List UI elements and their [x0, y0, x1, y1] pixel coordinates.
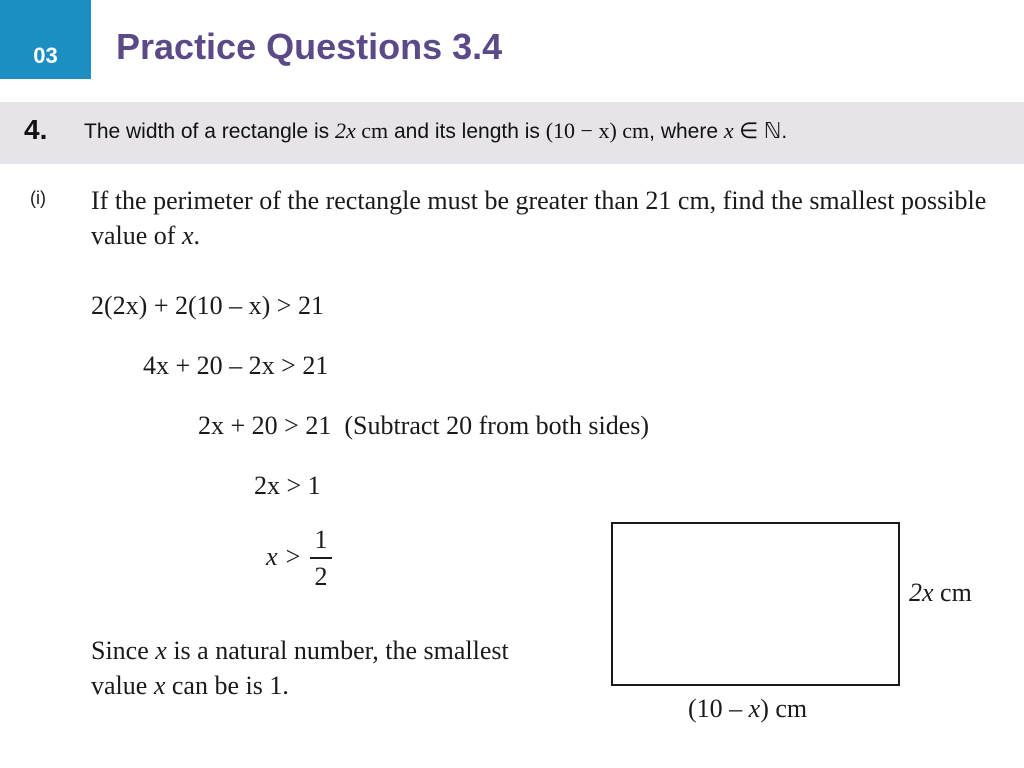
conclusion-text-b: is a natural number, the smallest value [91, 636, 509, 700]
rectangle-width-unit: cm [933, 578, 972, 607]
working-step-4: 2x > 1 [254, 471, 321, 500]
conclusion-text-a: Since [91, 636, 156, 665]
working-step-3-expression: 2x + 20 > 21 [198, 411, 332, 440]
question-text-b: and its length is [388, 120, 546, 143]
conclusion-variable-2: x [153, 671, 166, 700]
part-prompt: If the perimeter of the rectangle must be greater than 21 cm, find the smallest possible value of [91, 186, 987, 250]
rectangle-length-a: (10 – [688, 694, 749, 723]
rectangle-width-variable: 2x [909, 578, 934, 607]
rectangle-length-label [688, 694, 807, 724]
chapter-badge: 03 [0, 0, 91, 79]
question-text-c: , where [649, 120, 724, 143]
question-end: . [781, 120, 788, 143]
working-step-5-lhs: x > [266, 542, 302, 571]
part-prompt-variable: x [181, 221, 194, 250]
rectangle-shape [612, 523, 899, 685]
width-unit: cm [355, 118, 389, 143]
part-prompt-end: . [193, 221, 201, 250]
fraction-numerator: 1 [314, 525, 328, 554]
natural-numbers-symbol: ∈ ℕ [733, 118, 782, 143]
working-step-1: 2(2x) + 2(10 – x) > 21 [91, 291, 324, 320]
conclusion-variable-1: x [155, 636, 167, 665]
fraction-denominator: 2 [314, 561, 328, 591]
question-number: 4. [24, 114, 48, 145]
rectangle-width-label [909, 578, 972, 608]
rectangle-length-variable: x [748, 694, 761, 723]
rectangle-length-b: ) cm [760, 694, 808, 723]
part-label: (i) [30, 188, 46, 208]
working-step-3-note: (Subtract 20 from both sides) [344, 411, 650, 440]
width-expression: 2x [334, 118, 356, 143]
length-unit: cm [616, 118, 650, 143]
working-step-2: 4x + 20 – 2x > 21 [143, 351, 329, 380]
length-expression: (10 − x) [545, 118, 617, 143]
question-text-a: The width of a rectangle is [84, 120, 335, 143]
question-variable: x [723, 118, 734, 143]
conclusion-text-c: can be is 1. [165, 671, 289, 700]
page-title: Practice Questions 3.4 [116, 26, 503, 67]
